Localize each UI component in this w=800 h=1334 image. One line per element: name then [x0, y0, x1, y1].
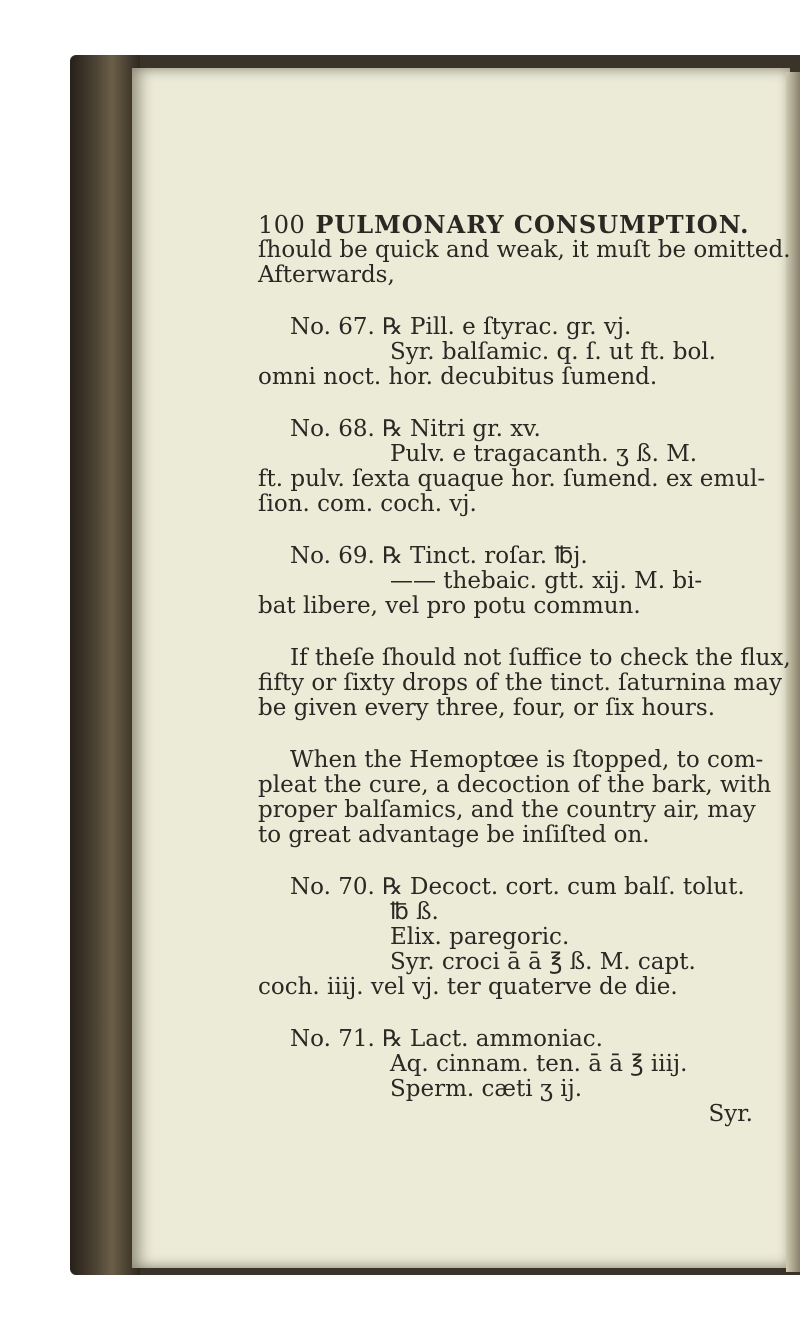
text-line: ſhould be quick and weak, it muſt be omitted. — [258, 237, 791, 263]
body-text — [258, 238, 798, 1127]
text-line: No. 68. ℞ Nitri gr. xv. — [290, 416, 541, 442]
text-line: fifty or ſixty drops of the tinct. ſaturnina may — [258, 670, 782, 696]
running-title: PULMONARY CONSUMPTION. — [315, 210, 750, 239]
text-line: If theſe ſhould not ſuffice to check the flux, — [290, 645, 791, 671]
text-line: Afterwards, — [258, 262, 395, 288]
text-line: Syr. — [708, 1101, 753, 1127]
text-line: pleat the cure, a decoction of the bark, with — [258, 772, 772, 798]
text-line: ft. pulv. ſexta quaque hor. ſumend. ex emul- — [258, 466, 766, 492]
text-line: ℔ ß. — [390, 899, 439, 925]
page-text — [258, 212, 798, 1127]
book-spine — [70, 55, 140, 1275]
page-number: 100 — [258, 211, 306, 239]
text-line: proper balſamics, and the country air, may — [258, 797, 756, 823]
text-line: Syr. croci ā ā ℥ ß. M. capt. — [390, 949, 696, 975]
paragraph-gap — [258, 390, 798, 417]
running-header — [258, 212, 798, 238]
text-line: Elix. paregoric. — [390, 924, 570, 950]
paragraph-gap — [258, 1000, 798, 1027]
text-line: ſion. com. coch. vj. — [258, 491, 477, 517]
text-line: No. 67. ℞ Pill. e ſtyrac. gr. vj. — [290, 314, 632, 340]
paragraph-gap — [258, 848, 798, 875]
text-line: No. 69. ℞ Tinct. roſar. ℔j. — [290, 543, 588, 569]
text-line: Syr. balſamic. q. ſ. ut ft. bol. — [390, 339, 716, 365]
text-line: be given every three, four, or ſix hours. — [258, 695, 716, 721]
paragraph-gap — [258, 721, 798, 748]
paragraph-gap — [258, 517, 798, 544]
paragraph-gap — [258, 288, 798, 315]
text-line: No. 71. ℞ Lact. ammoniac. — [290, 1026, 603, 1052]
text-line: coch. iiij. vel vj. ter quaterve de die. — [258, 974, 678, 1000]
text-line: bat libere, vel pro potu commun. — [258, 593, 641, 619]
text-line: When the Hemoptœe is ſtopped, to com- — [290, 747, 764, 773]
text-line: to great advantage be inſiſted on. — [258, 822, 650, 848]
text-line: Aq. cinnam. ten. ā ā ℥ iiij. — [390, 1051, 688, 1077]
text-line: Sperm. cæti ʒ ij. — [390, 1076, 583, 1102]
text-line: omni noct. hor. decubitus ſumend. — [258, 364, 658, 390]
text-line: No. 70. ℞ Decoct. cort. cum balſ. tolut. — [290, 874, 745, 900]
text-line: Pulv. e tragacanth. ʒ ß. M. — [390, 441, 698, 467]
paragraph-gap — [258, 619, 798, 646]
text-line: —— thebaic. gtt. xij. M. bi- — [390, 568, 703, 594]
